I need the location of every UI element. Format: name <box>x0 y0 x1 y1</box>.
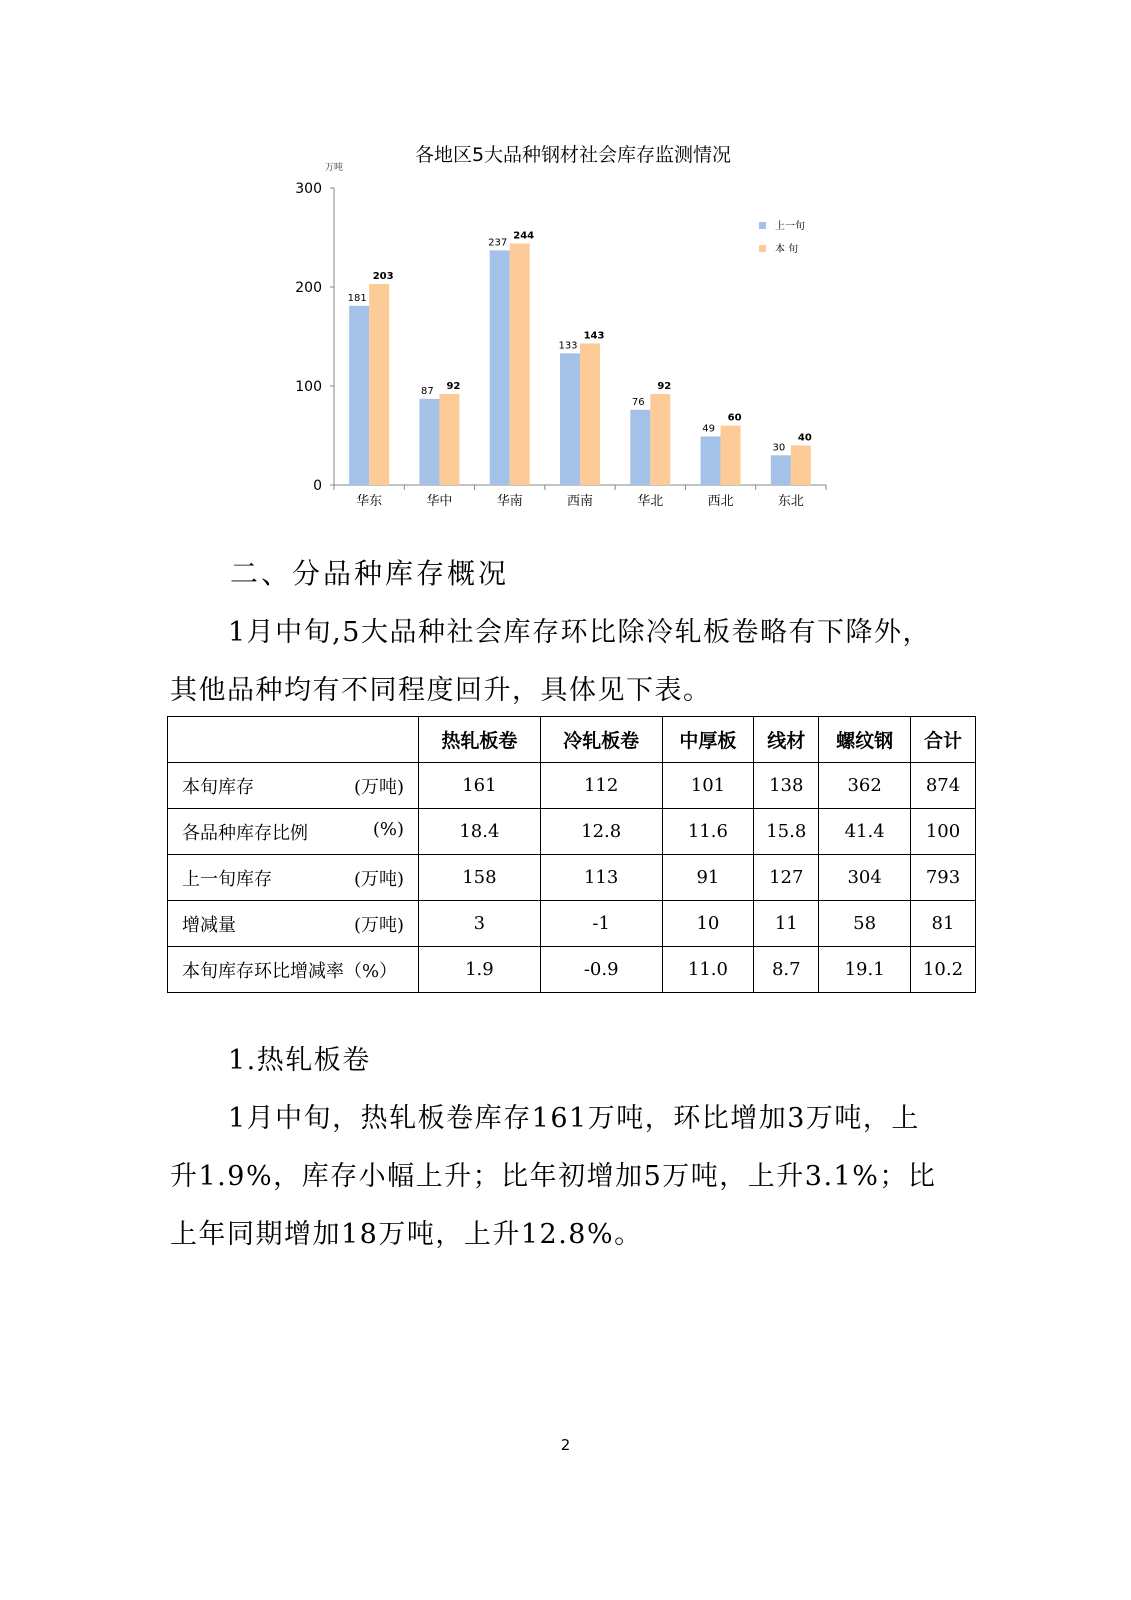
x-tick-label: 西北 <box>707 494 734 509</box>
row-label <box>168 855 419 901</box>
data-label: 203 <box>372 271 394 283</box>
table-cell: 10 <box>662 901 754 947</box>
bar-current <box>369 284 389 485</box>
table-row <box>168 855 976 901</box>
y-tick-label: 100 <box>295 379 322 395</box>
legend-label: 上一旬 <box>775 221 805 232</box>
table-cell: 304 <box>819 855 911 901</box>
bar-current <box>721 426 741 485</box>
bar-current <box>580 343 600 485</box>
table-cell: 8.7 <box>754 947 819 993</box>
table-header-cell: 冷轧板卷 <box>540 717 662 763</box>
x-tick-label: 西南 <box>566 494 594 509</box>
bar-previous <box>349 306 369 485</box>
table-cell: 58 <box>819 901 911 947</box>
intro-line-2: 其他品种均有不同程度回升，具体见下表。 <box>170 675 712 706</box>
table-cell: 10.2 <box>910 947 975 993</box>
table-cell: 158 <box>419 855 541 901</box>
table-cell: 161 <box>419 763 541 809</box>
data-label: 76 <box>631 396 645 408</box>
row-unit: (万吨) <box>353 868 404 890</box>
body-line-1: 1月中旬，热轧板卷库存161万吨，环比增加3万吨，上 <box>228 1103 920 1134</box>
table-cell: 11.0 <box>662 947 754 993</box>
data-label: 30 <box>772 442 786 454</box>
row-label-text: 本旬库存环比增减率（%） <box>182 960 398 982</box>
row-label <box>168 763 419 809</box>
table-cell: 15.8 <box>754 809 819 855</box>
x-tick-label: 华东 <box>356 494 383 509</box>
data-label: 92 <box>657 380 672 392</box>
inventory-bar-chart <box>290 132 850 522</box>
table-cell: 874 <box>910 763 975 809</box>
table-cell: 127 <box>754 855 819 901</box>
inventory-table <box>167 716 976 993</box>
row-unit: (万吨) <box>353 776 404 798</box>
body-line-3: 上年同期增加18万吨，上升12.8%。 <box>170 1219 643 1250</box>
table-header-cell <box>168 717 419 763</box>
data-label: 49 <box>702 423 715 435</box>
bar-previous <box>771 455 791 485</box>
table-cell: 113 <box>540 855 662 901</box>
table-cell: -1 <box>540 901 662 947</box>
bar-current <box>791 445 811 485</box>
row-label-text: 增减量 <box>182 914 236 936</box>
table-cell: 81 <box>910 901 975 947</box>
bar-current <box>510 243 530 485</box>
data-label: 244 <box>513 230 535 242</box>
data-label: 181 <box>347 292 367 304</box>
table-cell: 12.8 <box>540 809 662 855</box>
data-label: 237 <box>488 237 508 249</box>
row-label <box>168 947 419 993</box>
table-cell: 138 <box>754 763 819 809</box>
legend-swatch <box>759 222 766 229</box>
table-cell: 112 <box>540 763 662 809</box>
table-row <box>168 809 976 855</box>
page-number: 2 <box>560 1436 571 1454</box>
y-axis-unit-label: 万吨 <box>324 163 344 173</box>
table-header-cell: 线材 <box>754 717 819 763</box>
bar-previous <box>630 410 650 485</box>
table-row <box>168 763 976 809</box>
table-cell: 3 <box>419 901 541 947</box>
chart-title: 各地区5大品种钢材社会库存监测情况 <box>414 144 732 166</box>
legend-swatch <box>759 245 766 252</box>
x-tick-label: 华南 <box>496 494 523 509</box>
bar-current <box>650 394 670 485</box>
y-tick-label: 200 <box>295 280 322 296</box>
row-label-text: 各品种库存比例 <box>182 822 308 844</box>
table-cell: -0.9 <box>540 947 662 993</box>
row-label <box>168 901 419 947</box>
table-cell: 18.4 <box>419 809 541 855</box>
data-label: 143 <box>583 330 605 342</box>
data-label: 133 <box>558 340 578 352</box>
table-header-row <box>168 717 976 763</box>
row-label <box>168 809 419 855</box>
table-header-cell: 螺纹钢 <box>819 717 911 763</box>
table-cell: 100 <box>910 809 975 855</box>
legend-label: 本 旬 <box>775 244 799 255</box>
body-line-2: 升1.9%，库存小幅上升；比年初增加5万吨，上升3.1%；比 <box>170 1161 937 1192</box>
table-cell: 362 <box>819 763 911 809</box>
table-cell: 11 <box>754 901 819 947</box>
table-cell: 1.9 <box>419 947 541 993</box>
data-label: 60 <box>727 412 742 424</box>
table-row <box>168 947 976 993</box>
bar-previous <box>701 436 721 485</box>
row-label-text: 本旬库存 <box>182 776 254 798</box>
table-cell: 19.1 <box>819 947 911 993</box>
table-header-cell: 热轧板卷 <box>419 717 541 763</box>
x-tick-label: 华中 <box>426 494 453 509</box>
row-label-text: 上一旬库存 <box>182 868 272 890</box>
x-tick-label: 东北 <box>777 494 804 509</box>
subsection-heading: 1.热轧板卷 <box>228 1045 371 1076</box>
table-cell: 101 <box>662 763 754 809</box>
bar-previous <box>419 399 439 485</box>
table-cell: 41.4 <box>819 809 911 855</box>
bar-current <box>439 394 459 485</box>
y-tick-label: 0 <box>313 478 322 494</box>
table-cell: 11.6 <box>662 809 754 855</box>
table-cell: 91 <box>662 855 754 901</box>
bar-previous <box>560 353 580 485</box>
intro-line-1: 1月中旬,5大品种社会库存环比除冷轧板卷略有下降外， <box>228 617 931 648</box>
table-cell: 793 <box>910 855 975 901</box>
section-heading: 二、分品种库存概况 <box>230 557 510 590</box>
row-unit: (万吨) <box>353 914 404 936</box>
x-tick-label: 华北 <box>637 494 664 509</box>
data-label: 87 <box>421 385 434 397</box>
row-unit: (%) <box>372 818 404 840</box>
table-header-cell: 中厚板 <box>662 717 754 763</box>
y-tick-label: 300 <box>295 181 322 197</box>
table-row <box>168 901 976 947</box>
bar-previous <box>490 250 510 485</box>
table-header-cell: 合计 <box>910 717 975 763</box>
data-label: 92 <box>446 380 461 392</box>
data-label: 40 <box>797 432 812 444</box>
